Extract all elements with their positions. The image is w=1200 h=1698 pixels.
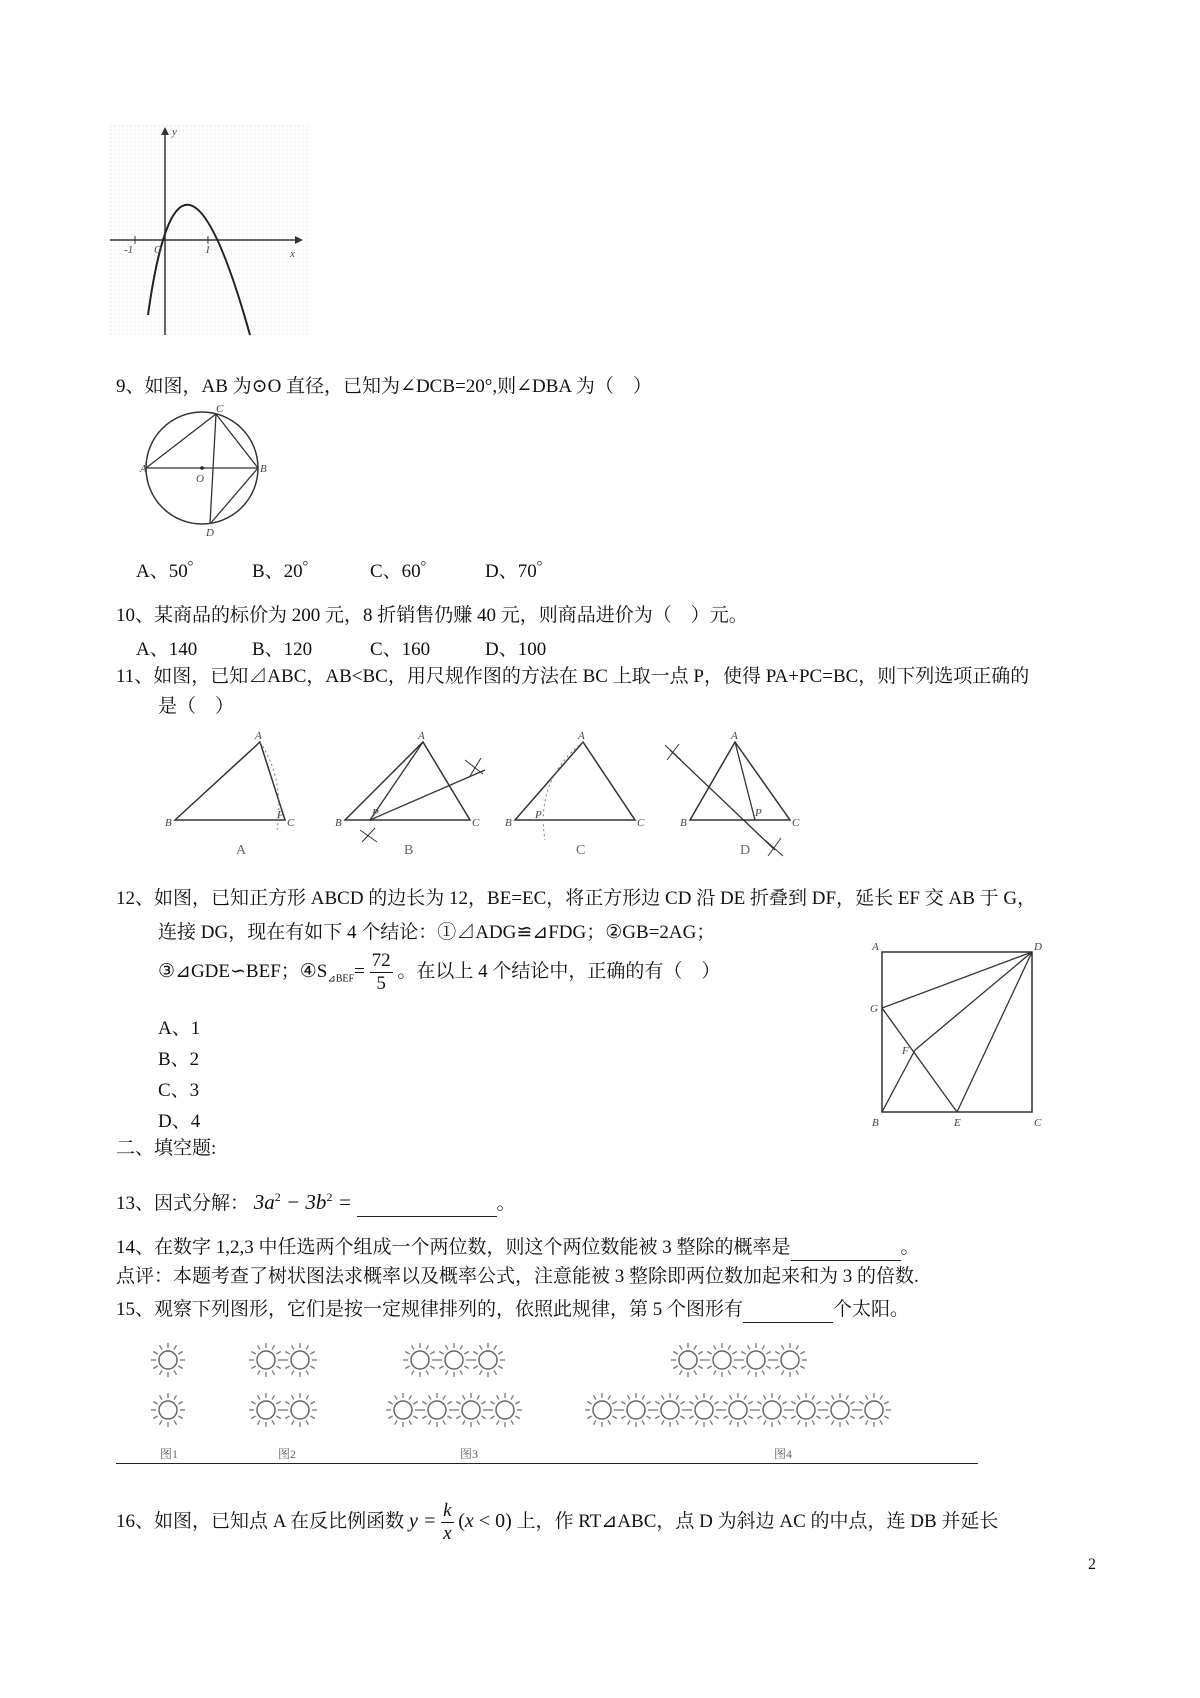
svg-text:E: E [954,1117,961,1129]
svg-text:P: P [277,809,284,821]
svg-text:D: D [206,527,214,539]
q15-caption-2: 图2 [278,1447,297,1461]
q9-circle-figure [140,403,270,540]
q15-text: 15、观察下列图形，它们是按一定规律排列的，依照此规律，第 5 个图形有 [116,1299,744,1320]
sun-icon [653,1393,687,1427]
sun-icon [249,1393,283,1427]
q9-option-b[interactable]: B、20゜ [252,561,322,582]
svg-text:B: B [165,817,172,829]
q15-sun-pattern [140,1330,1020,1450]
q9-text: 9、如图，AB 为⊙O 直径，已知为∠DCB=20°,则∠DBA 为（ ） [116,376,652,397]
sun-icon [420,1393,454,1427]
q9-option-a[interactable]: A、50゜ [136,561,207,582]
q10-option-d[interactable]: D、100 [485,639,547,660]
q13-line [116,1184,516,1217]
q16-domain: (x < 0) [458,1509,512,1532]
sun-icon [721,1393,755,1427]
q10-option-b[interactable]: B、120 [252,639,313,660]
sun-icon [488,1393,522,1427]
sun-icon [585,1393,619,1427]
q12-line3-b: 。在以上 4 个结论中，正确的有（ ） [397,960,721,982]
svg-text:C: C [792,817,800,829]
svg-text:P: P [535,809,542,821]
svg-text:B: B [260,463,267,475]
q16-suffix: 上，作 RT⊿ABC，点 D 为斜边 AC 的中点，连 DB 并延长 [516,1510,999,1532]
q12-frac-num: 72 [371,950,391,971]
svg-text:F: F [902,1045,909,1057]
q12-line3-sub: ⊿BEF [327,973,355,985]
sun-icon [739,1343,773,1377]
svg-text:x: x [290,248,295,260]
svg-text:C: C [472,817,480,829]
q12-line3-a: ③⊿GDE∽BEF；④S [158,960,328,982]
q12-option-d[interactable]: D、4 [158,1111,201,1132]
sun-icon [773,1343,807,1377]
svg-text:B: B [680,817,687,829]
q16-prefix: 16、如图，已知点 A 在反比例函数 [116,1510,405,1532]
q9-option-c[interactable]: C、60゜ [370,561,440,582]
page-number: 2 [1088,1556,1096,1573]
svg-text:D: D [1034,941,1042,953]
svg-text:P: P [755,807,762,819]
svg-text:A: A [578,730,585,742]
svg-text:A: A [418,730,425,742]
sun-icon [789,1393,823,1427]
q10-text: 10、某商品的标价为 200 元，8 折销售仍赚 40 元，则商品进价为（ ）元。 [116,605,748,626]
sun-icon [857,1393,891,1427]
q11-text-line1: 11、如图，已知⊿ABC，AB<BC，用尺规作图的方法在 BC 上取一点 P，使得 PA+PC=BC，则下列选项正确的 [116,666,1030,687]
sun-icon [283,1343,317,1377]
q14-answer-blank[interactable] [791,1240,901,1261]
sun-icon [687,1393,721,1427]
sun-icon [705,1343,739,1377]
svg-text:A: A [872,941,879,953]
q13-answer-blank[interactable] [357,1196,497,1217]
svg-text:B: B [872,1117,879,1129]
q16-frac-num: k [443,1500,452,1521]
q12-text-line1: 12、如图，已知正方形 ABCD 的边长为 12，BE=EC，将正方形边 CD 沿 DE 折叠到 DF，延长 EF 交 AB 于 G， [116,888,1037,909]
q13-expression: $3a^2 - 3b^2$ = [253,1190,352,1214]
sun-icon [283,1393,317,1427]
q15-line [116,1297,909,1323]
q14-comment: 点评：本题考查了树状图法求概率以及概率公式，注意能被 3 整除即两位数加起来和为 3 的倍数. [116,1266,919,1287]
q15-caption-3: 图3 [460,1447,479,1461]
parabola-graph [110,125,310,335]
svg-text:P: P [372,807,379,819]
svg-text:B: B [335,817,342,829]
q11-caption-d: D [740,843,751,858]
q16-frac-den: x [443,1523,452,1544]
q15-answer-blank[interactable] [743,1302,833,1323]
sun-icon [151,1343,185,1377]
q16-function: y = [408,1509,437,1532]
svg-text:C: C [637,817,645,829]
q15-baseline [116,1463,978,1464]
q11-caption-b: B [404,843,414,858]
q12-frac-den: 5 [376,973,386,994]
q11-caption-a: A [236,843,247,858]
sun-icon [823,1393,857,1427]
svg-text:A: A [731,730,738,742]
sun-icon [403,1343,437,1377]
svg-text:A: A [255,730,262,742]
sun-icon [386,1393,420,1427]
sun-icon [619,1393,653,1427]
svg-text:G: G [870,1003,878,1015]
svg-text:C: C [287,817,295,829]
svg-text:C: C [216,403,224,415]
q12-text-line3 [158,950,720,995]
q15-caption-1: 图1 [160,1447,179,1461]
q16-fraction [441,1500,453,1545]
q15-suffix: 个太阳。 [833,1299,910,1320]
q14-text: 14、在数字 1,2,3 中任选两个组成一个两位数，则这个两位数能被 3 整除的概率是 [116,1237,791,1258]
q14-line [116,1235,920,1261]
q10-option-a[interactable]: A、140 [136,639,198,660]
svg-text:1: 1 [205,244,211,256]
q15-caption-4: 图4 [774,1447,793,1461]
q12-fraction [370,950,393,995]
sun-icon [671,1343,705,1377]
q10-option-c[interactable]: C、160 [370,639,431,660]
q12-option-b[interactable]: B、2 [158,1049,200,1070]
q13-suffix: 。 [496,1193,516,1214]
q11-caption-c: C [576,843,586,858]
svg-text:A: A [140,463,147,475]
section-fill-in-title: 二、填空题: [116,1138,217,1159]
svg-text:y: y [172,126,177,138]
svg-text:B: B [505,817,512,829]
q12-square-figure [870,940,1050,1130]
q13-prefix: 13、因式分解： [116,1193,250,1214]
q12-option-a[interactable]: A、1 [158,1018,201,1039]
svg-text:C: C [1034,1117,1042,1129]
svg-text:-1: -1 [124,244,134,256]
sun-icon [454,1393,488,1427]
sun-icon [437,1343,471,1377]
q12-text-line2: 连接 DG，现在有如下 4 个结论：①⊿ADG≌⊿FDG；②GB=2AG； [158,922,716,943]
q12-line3-eq: = [354,960,365,982]
q16-line [116,1500,998,1545]
q11-text-line2: 是（ ） [158,696,235,717]
sun-icon [151,1393,185,1427]
sun-icon [755,1393,789,1427]
q9-option-d[interactable]: D、70゜ [485,561,556,582]
q12-option-c[interactable]: C、3 [158,1080,200,1101]
svg-text:O: O [154,244,162,256]
q14-suffix: 。 [900,1237,920,1258]
sun-icon [471,1343,505,1377]
svg-text:O: O [196,473,204,485]
sun-icon [249,1343,283,1377]
